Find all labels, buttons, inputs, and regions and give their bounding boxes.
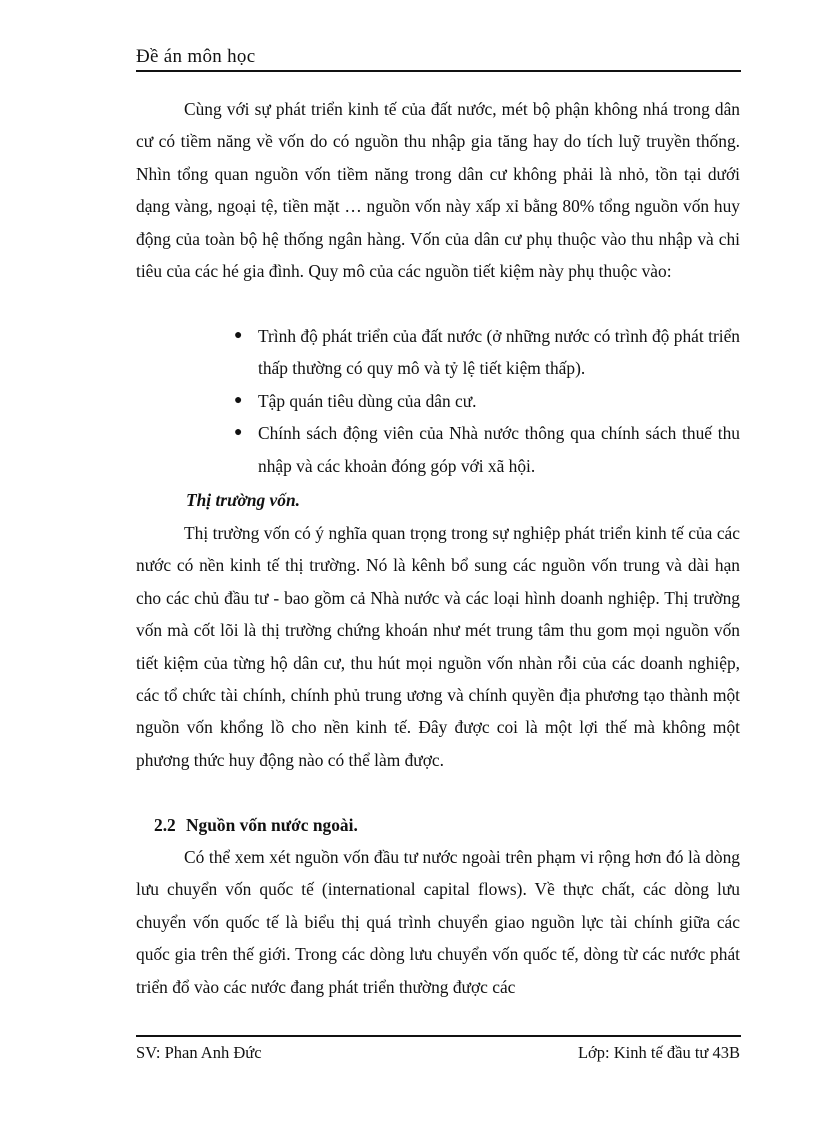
- student-name: SV: Phan Anh Đức: [136, 1043, 262, 1062]
- list-item: [234, 385, 740, 417]
- savings-factors-list: [234, 320, 740, 482]
- paragraph-foreign-capital: Có thể xem xét nguồn vốn đầu tư nước ngoài trên phạm vi rộng hơn đó là dòng lưu chuyển vốn quốc tế (international capital flows). Về thực chất, các dòng lưu chuyển vốn quốc tế là biểu thị quá trình chuyển giao nguồn lực tài chính giữa các quốc gia trên thế giới. Trong các dòng lưu chuyển vốn quốc tế, dòng từ các nước phát triển đổ vào các nước đang phát triển thường được các: [136, 847, 740, 997]
- class-name: Lớp: Kinh tế đầu tư 43B: [577, 1043, 740, 1062]
- list-item-text: Trình độ phát triển của đất nước (ở những nước có trình độ phát triển thấp thường có quy mô và tỷ lệ tiết kiệm thấp).: [258, 326, 740, 379]
- bullet-icon: ●: [234, 425, 243, 441]
- list-item: [234, 320, 740, 385]
- list-item: [234, 417, 740, 482]
- bullet-icon: ●: [234, 328, 243, 343]
- paragraph-household-savings: Cùng với sự phát triển kinh tế của đất nước, mét bộ phận không nhá trong dân cư có tiềm năng về vốn do có nguồn thu nhập gia tăng hay do tích luỹ truyền thống. Nhìn tổng quan nguồn vốn tiềm năng trong dân cư không phải là nhỏ, tồn tại dưới dạng vàng, ngoại tệ, tiền mặt … nguồn vốn này xấp xỉ bằng 80% tổng nguồn vốn huy động của toàn bộ hệ thống ngân hàng. Vốn của dân cư phụ thuộc vào thu nhập và chi tiêu của các hé gia đình. Quy mô của các nguồn tiết kiệm này phụ thuộc vào:: [136, 99, 740, 282]
- foreign-capital-heading: [154, 809, 358, 841]
- header-divider: [136, 70, 741, 72]
- capital-market-heading: Thị trường vốn.: [186, 490, 300, 510]
- paragraph-capital-market: Thị trường vốn có ý nghĩa quan trọng trong sự nghiệp phát triển kinh tế của các nước có nền kinh tế thị trường. Nó là kênh bổ sung các nguồn vốn trung và dài hạn cho các chủ đầu tư - bao gồm cả Nhà nước và các loại hình doanh nghiệp. Thị trường vốn mà cốt lõi là thị trường chứng khoán như mét trung tâm thu gom mọi nguồn vốn tiết kiệm của từng hộ dân cư, thu hút mọi nguồn vốn nhàn rỗi của các doanh nghiệp, các tổ chức tài chính, chính phủ trung ương và chính quyền địa phương tạo thành một nguồn vốn khổng lồ cho nền kinh tế. Đây được coi là một lợi thế mà không một phương thức huy động nào có thể làm được.: [136, 523, 740, 770]
- list-item-text: Chính sách động viên của Nhà nước thông qua chính sách thuế thu nhập và các khoản đóng góp với xã hội.: [258, 423, 740, 476]
- section-title: Nguồn vốn nước ngoài.: [186, 815, 358, 835]
- footer-divider: [136, 1035, 741, 1037]
- bullet-icon: ●: [234, 392, 243, 408]
- list-item-text: Tập quán tiêu dùng của dân cư.: [258, 390, 477, 411]
- section-number: 2.2: [154, 815, 176, 835]
- document-title: Đề án môn học: [136, 46, 256, 67]
